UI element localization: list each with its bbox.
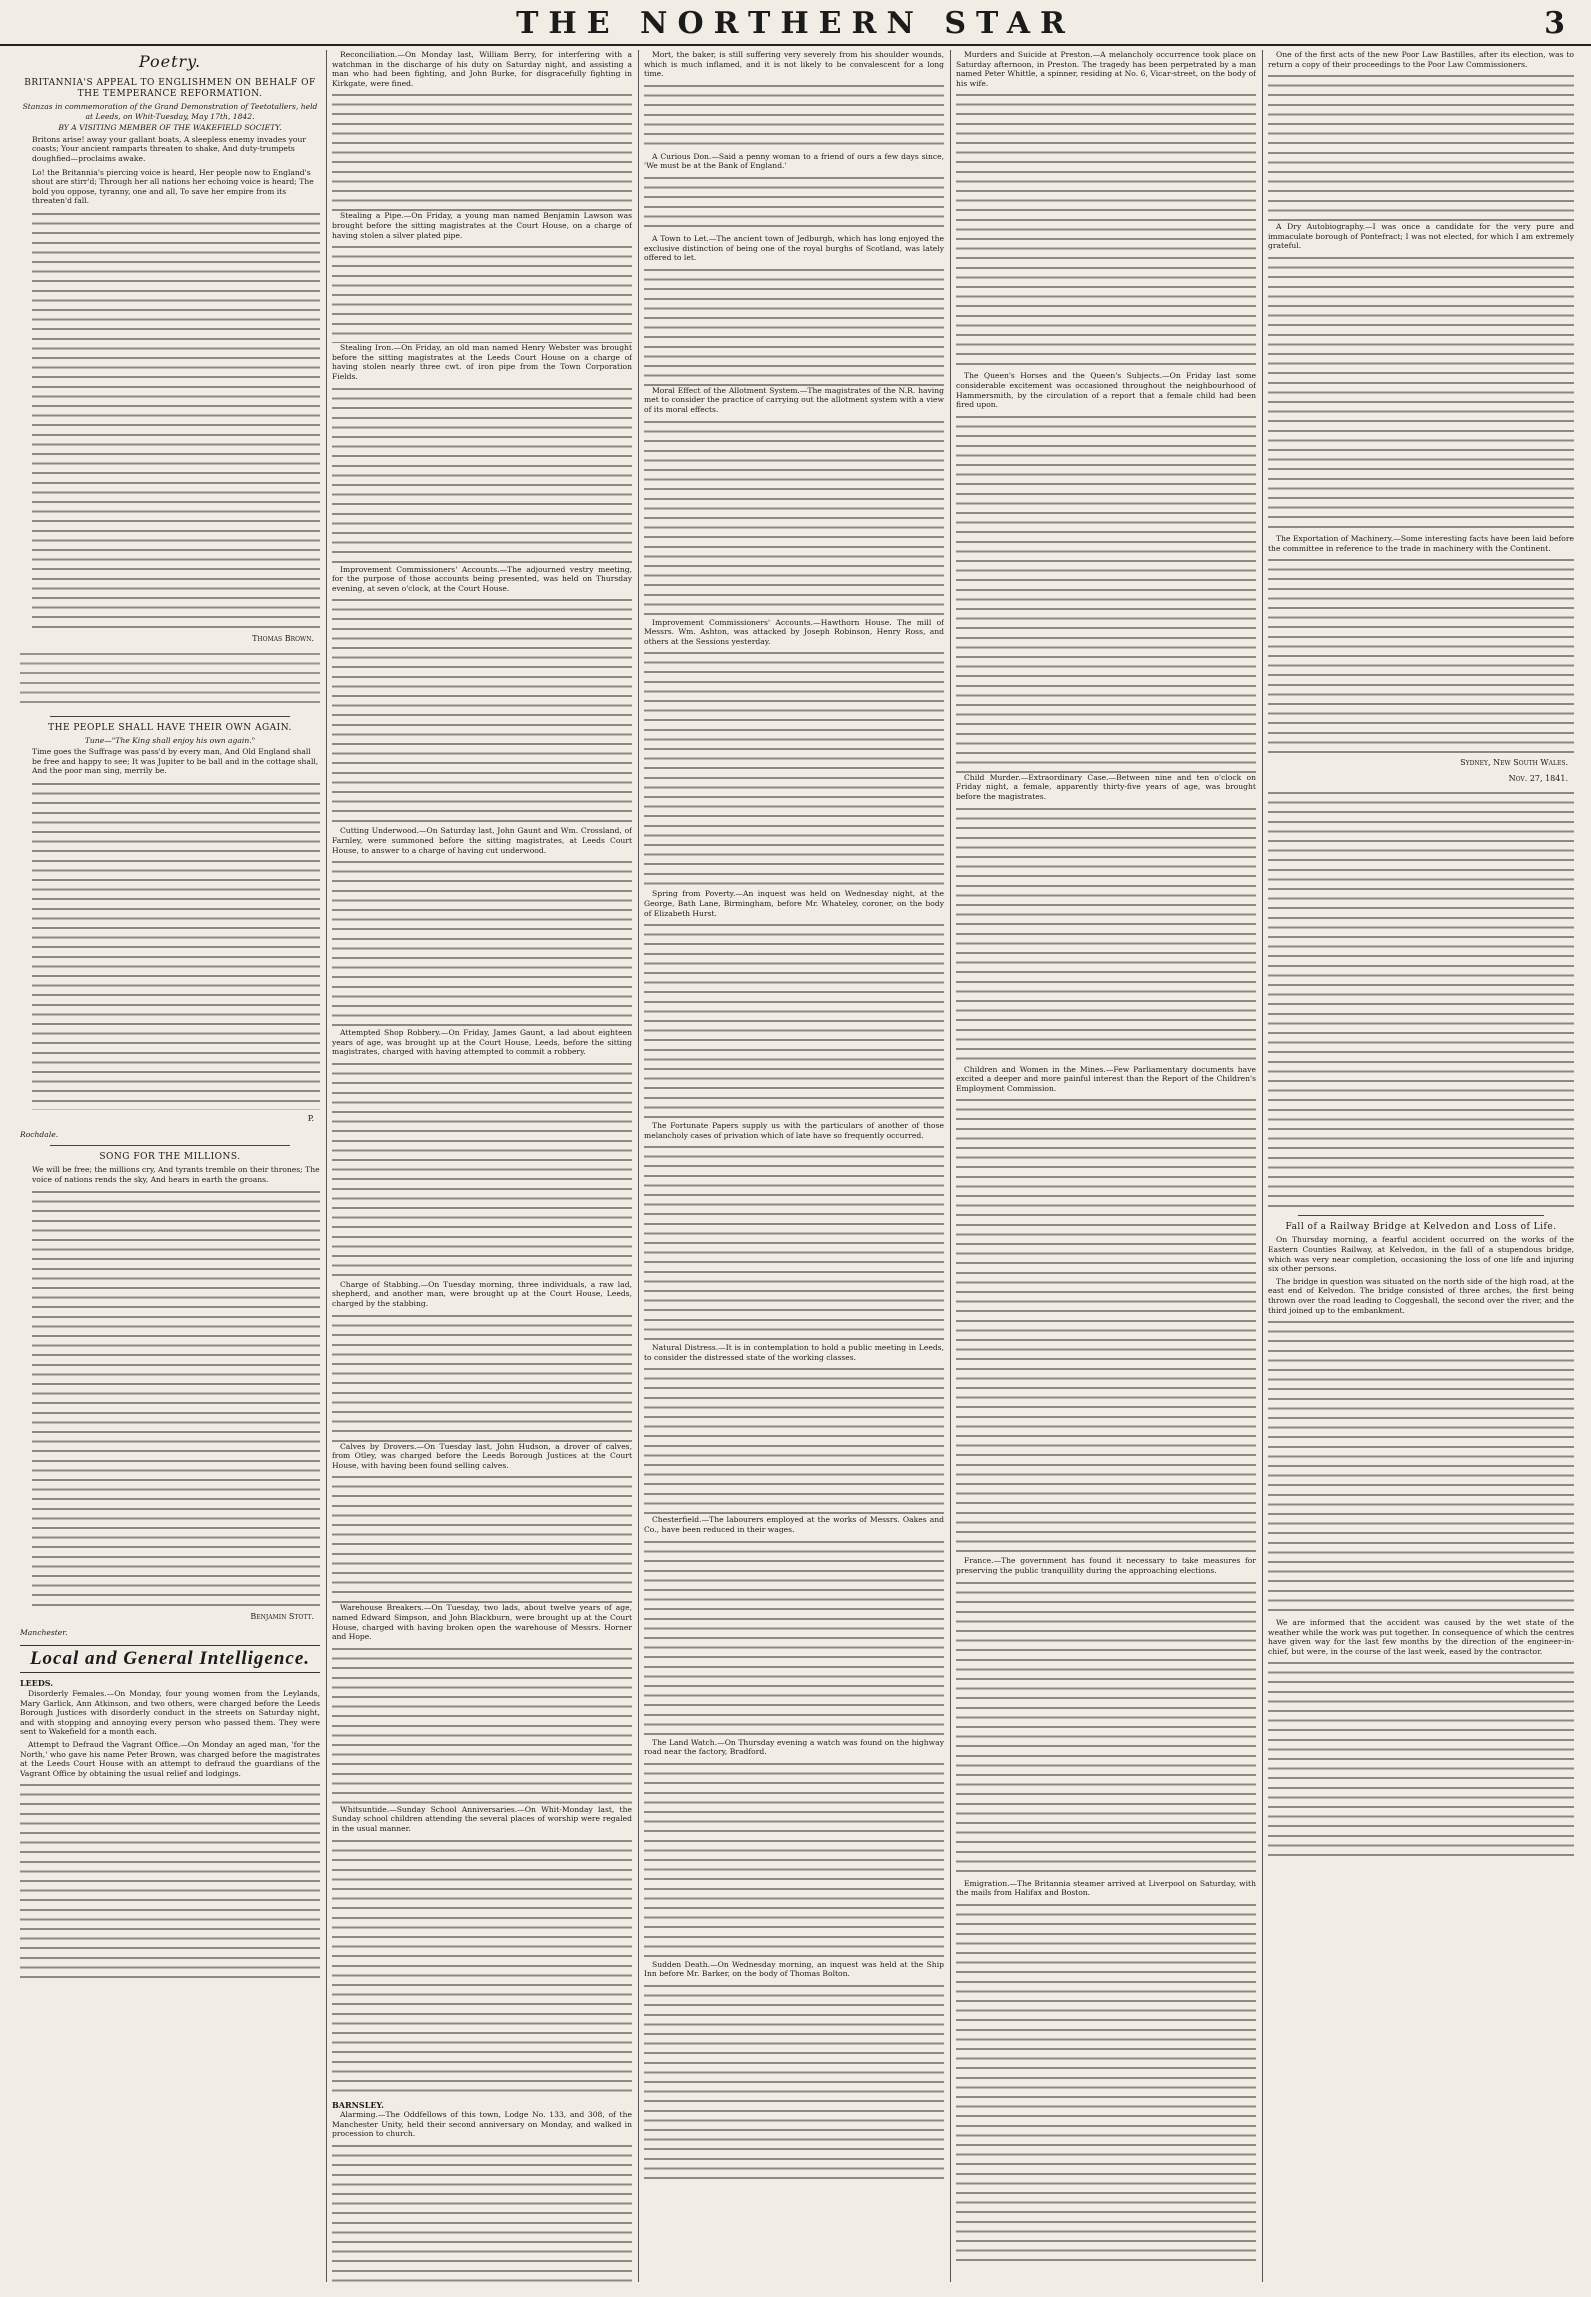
news-paragraph: Cutting Underwood.—On Saturday last, John Gaunt and Wm. Crossland, of Farnley, were summoned before the sitting magistrates, at Leeds Court House, to answer to a charge of having cut underwood. bbox=[332, 826, 632, 855]
news-paragraph: The Exportation of Machinery.—Some interesting facts have been laid before the committee in reference to the trade in machinery with the Continent. bbox=[1268, 533, 1574, 553]
news-body-lines bbox=[644, 649, 944, 889]
poem-verse: Lo! the Britannia's piercing voice is heard, Her people now to England's shout are stirr'd; Through her all nations her echoing voice is heard; The bold you oppose, tyranny, one and all, To save her empire from its threaten'd fall. bbox=[32, 167, 314, 206]
column-2 bbox=[332, 50, 632, 2282]
news-paragraph: Emigration.—The Britannia steamer arrived at Liverpool on Saturday, with the mails from Halifax and Boston. bbox=[956, 1878, 1256, 1898]
news-paragraph: A Dry Autobiography.—I was once a candidate for the very pure and immaculate borough of Pontefract; I was not elected, for which I am extremely grateful. bbox=[1268, 222, 1574, 251]
news-body-lines bbox=[956, 91, 1256, 371]
news-paragraph: Natural Distress.—It is in contemplation to hold a public meeting in Leeds, to consider the distressed state of the working classes. bbox=[644, 1343, 944, 1362]
poem-verse: Britons arise! away your gallant boats, A sleepless enemy invades your coasts; Your ancient ramparts threaten to shake, And duty-trumpets doughfied—proclaims awake. bbox=[32, 134, 306, 163]
news-paragraph: The Fortunate Papers supply us with the particulars of another of those melancholy cases of privation which of late have so frequently occurred. bbox=[644, 1121, 944, 1140]
news-paragraph: Attempted Shop Robbery.—On Friday, James Gaunt, a lad about eighteen years of age, was brought up at the Court House, Leeds, before the sitting magistrates, charged with having attempted to commit a robbery. bbox=[332, 1028, 632, 1057]
news-body-lines bbox=[1268, 1318, 1574, 1618]
news-paragraph: Calves by Drovers.—On Tuesday last, John Hudson, a drover of calves, from Otley, was charged before the Leeds Borough Justices at the Court House, with having been found selling calves. bbox=[332, 1441, 632, 1470]
news-paragraph: Alarming.—The Oddfellows of this town, Lodge No. 133, and 308, of the Manchester Unity, held their second anniversary on Monday, and walked in procession to church. bbox=[332, 2110, 632, 2139]
news-body-lines bbox=[956, 1579, 1256, 1879]
news-body-lines bbox=[332, 858, 632, 1028]
news-paragraph: Improvement Commissioners' Accounts.—The adjourned vestry meeting, for the purpose of those accounts being presented, was held on Thursday evening, at seven o'clock, at the Court House. bbox=[332, 564, 632, 593]
column-rule bbox=[638, 50, 639, 2282]
poem-body-lines bbox=[32, 780, 320, 1110]
article-subtitle: Stanzas in commemoration of the Grand Demonstration of Teetotallers, held at Leeds, on Whit-Tuesday, May 17th, 1842. bbox=[22, 102, 318, 121]
column-rule bbox=[1262, 50, 1263, 2282]
news-body-lines bbox=[332, 1312, 632, 1442]
news-paragraph: Stealing a Pipe.—On Friday, a young man named Benjamin Lawson was brought before the sitting magistrates at the Court House, on a charge of having stolen a silver plated pipe. bbox=[332, 211, 632, 240]
news-body-lines bbox=[644, 174, 944, 234]
news-paragraph: Warehouse Breakers.—On Tuesday, two lads, about twelve years of age, named Edward Simpson, and John Blackburn, were brought up at the Court House, charged with having broken open the warehouse of Messrs. Horner and Hope. bbox=[332, 1603, 632, 1642]
news-body-lines bbox=[644, 82, 944, 152]
news-body-lines bbox=[332, 1645, 632, 1805]
news-body-lines bbox=[332, 1837, 632, 2097]
article-subtitle: Tune—"The King shall enjoy his own again." bbox=[84, 735, 256, 745]
news-paragraph: The Land Watch.—On Thursday evening a watch was found on the highway road near the factory, Bradford. bbox=[644, 1737, 944, 1757]
divider bbox=[1298, 1215, 1544, 1216]
news-body-lines bbox=[956, 1096, 1256, 1556]
page-number: 3 bbox=[1544, 6, 1565, 41]
news-body-lines bbox=[956, 1901, 1256, 2261]
news-body-lines bbox=[332, 596, 632, 826]
news-body-lines bbox=[20, 1781, 320, 1981]
poem-place: Rochdale. bbox=[20, 1129, 59, 1139]
column-3 bbox=[644, 50, 944, 2282]
column-4 bbox=[956, 50, 1256, 2282]
news-paragraph: Sudden Death.—On Wednesday morning, an inquest was held at the Ship Inn before Mr. Barker, on the body of Thomas Bolton. bbox=[644, 1959, 944, 1979]
news-body-lines bbox=[332, 91, 632, 211]
news-paragraph: Children and Women in the Mines.—Few Parliamentary documents have excited a deeper and more painful interest than the Report of the Children's Employment Commission. bbox=[956, 1064, 1256, 1093]
column-5 bbox=[1268, 50, 1574, 2282]
news-body-lines bbox=[644, 921, 944, 1121]
poem-signature: Thomas Brown. bbox=[252, 633, 314, 643]
news-body-lines bbox=[1268, 1659, 1574, 1859]
news-body-lines bbox=[644, 1760, 944, 1960]
news-paragraph: Stealing Iron.—On Friday, an old man named Henry Webster was brought before the sitting magistrates at the Leeds Court House on a charge of having stolen nearly three cwt. of iron pipe from the Town Corporation Fields. bbox=[332, 343, 632, 381]
footnote-lines bbox=[20, 650, 320, 710]
article-title: BRITANNIA'S APPEAL TO ENGLISHMEN ON BEHALF OF THE TEMPERANCE REFORMATION. bbox=[24, 78, 316, 99]
news-body-lines bbox=[332, 1060, 632, 1280]
news-paragraph: Disorderly Females.—On Monday, four young women from the Leylands, Mary Garlick, Ann Atkinson, and two others, were charged before the Leeds Borough Justices with disorderly conduct in the streets on Saturday night, and with stopping and annoying every person who passed them. They were sent to Wakefield for a month each. bbox=[20, 1689, 320, 1737]
poem-body-lines bbox=[32, 210, 320, 630]
news-body-lines bbox=[1268, 789, 1574, 1209]
town-heading: BARNSLEY. bbox=[332, 2099, 384, 2110]
divider bbox=[50, 1145, 290, 1146]
newspaper-title: THE NORTHERN STAR bbox=[516, 6, 1075, 41]
newspaper-columns bbox=[20, 50, 1575, 2282]
news-paragraph: Murders and Suicide at Preston.—A melancholy occurrence took place on Saturday afternoon, in Preston. The tragedy has been perpetrated by a man named Peter Whittle, a spinner, residing at No. 6, Vicar-street, on the body of his wife. bbox=[956, 50, 1256, 88]
news-paragraph: Moral Effect of the Allotment System.—The magistrates of the N.R. having met to consider the practice of carrying out the allotment system with a view of its moral effects. bbox=[644, 385, 944, 414]
news-paragraph: Attempt to Defraud the Vagrant Office.—On Monday an aged man, 'for the North,' who gave his name Peter Brown, was charged before the magistrates at the Leeds Court House with an attempt to defraud the guardians of the Vagrant Office by obtaining the usual relief and lodgings. bbox=[20, 1740, 320, 1778]
news-body-lines bbox=[332, 1473, 632, 1603]
news-body-lines bbox=[1268, 254, 1574, 534]
masthead bbox=[0, 0, 1591, 46]
news-body-lines bbox=[332, 385, 632, 565]
news-body-lines bbox=[956, 805, 1256, 1065]
news-paragraph: Spring from Poverty.—An inquest was held on Wednesday night, at the George, Bath Lane, Birmingham, before Mr. Whateley, coroner, on the body of Elizabeth Hurst. bbox=[644, 889, 944, 918]
news-paragraph: A Town to Let.—The ancient town of Jedburgh, which has long enjoyed the exclusive distinction of being one of the royal burghs of Scotland, was lately offered to let. bbox=[644, 233, 944, 263]
column-rule bbox=[950, 50, 951, 2282]
divider bbox=[50, 716, 290, 717]
news-body-lines bbox=[644, 1365, 944, 1515]
news-body-lines bbox=[644, 1538, 944, 1738]
article-title: SONG FOR THE MILLIONS. bbox=[99, 1152, 241, 1163]
column-rule bbox=[326, 50, 327, 2282]
news-paragraph: Mort, the baker, is still suffering very severely from his shoulder wounds, which is much inflamed, and it is not likely to be convalescent for a long time. bbox=[644, 50, 944, 79]
news-body-lines bbox=[644, 1143, 944, 1343]
poem-place: Manchester. bbox=[20, 1627, 68, 1637]
poem-signature: Benjamin Stott. bbox=[250, 1612, 314, 1622]
section-heading-poetry: Poetry. bbox=[138, 52, 202, 71]
news-paragraph: Child Murder.—Extraordinary Case.—Between nine and ten o'clock on Friday night, a female, apparently thirty-five years of age, was brought before the magistrates. bbox=[956, 772, 1256, 801]
news-body-lines bbox=[956, 413, 1256, 773]
news-paragraph: France.—The government has found it necessary to take measures for preserving the public tranquillity during the approaching elections. bbox=[956, 1556, 1256, 1575]
section-heading-local: Local and General Intelligence. bbox=[20, 1645, 320, 1673]
article-title: THE PEOPLE SHALL HAVE THEIR OWN AGAIN. bbox=[48, 722, 292, 733]
news-paragraph: On Thursday morning, a fearful accident occurred on the works of the Eastern Counties Railway, at Kelvedon, in the fall of a stupendous bridge, which was very near completion, occasioning the loss of one life and injuring six other persons. bbox=[1268, 1235, 1574, 1274]
poem-signature: P. bbox=[307, 1113, 314, 1123]
news-body-lines bbox=[1268, 556, 1574, 756]
news-body-lines bbox=[1268, 72, 1574, 222]
town-heading: LEEDS. bbox=[20, 1678, 54, 1689]
poem-verse: Time goes the Suffrage was pass'd by every man, And Old England shall be free and happy to see; It was Jupiter to be ball and in the cottage shall, And the poor man sing, merrily be. bbox=[32, 747, 319, 776]
poem-body-lines bbox=[32, 1188, 320, 1608]
poem-verse: We will be free; the millions cry, And tyrants tremble on their thrones; The voice of nations rends the sky, And hears in earth the groans. bbox=[32, 1165, 320, 1184]
article-byline: BY A VISITING MEMBER OF THE WAKEFIELD SOCIETY. bbox=[58, 123, 282, 133]
article-title: Fall of a Railway Bridge at Kelvedon and Loss of Life. bbox=[1285, 1222, 1557, 1233]
news-paragraph: Improvement Commissioners' Accounts.—Hawthorn House. The mill of Messrs. Wm. Ashton, was attacked by Joseph Robinson, Henry Ross, and others at the Sessions yesterday. bbox=[644, 617, 944, 646]
news-paragraph: Charge of Stabbing.—On Tuesday morning, three individuals, a raw lad, shepherd, and another man, were brought up at the Court House, Leeds, charged by the stabbing. bbox=[332, 1279, 632, 1309]
news-paragraph: Reconciliation.—On Monday last, William Berry, for interfering with a watchman in the discharge of his duty on Saturday night, and assisting a man who had been fighting, and John Burke, for disgracefully fighting in Kirkgate, were fined. bbox=[332, 50, 632, 88]
news-paragraph: One of the first acts of the new Poor Law Bastilles, after its election, was to return a copy of their proceedings to the Poor Law Commissioners. bbox=[1268, 50, 1574, 69]
news-paragraph: Whitsuntide.—Sunday School Anniversaries.—On Whit-Monday last, the Sunday school children attending the several places of worship were regaled in the usual manner. bbox=[332, 1804, 632, 1833]
news-body-lines bbox=[332, 243, 632, 343]
column-1 bbox=[20, 50, 320, 2282]
news-paragraph: The bridge in question was situated on the north side of the high road, at the east end of Kelvedon. The bridge consisted of three arches, the first being thrown over the road leading to Coggeshall, the second over the river, and the third joined up to the embankment. bbox=[1268, 1276, 1574, 1315]
news-paragraph: The Queen's Horses and the Queen's Subjects.—On Friday last some considerable excitement was occasioned throughout the neighbourhood of Hammersmith, by the circulation of a report that a female child had been fired upon. bbox=[956, 371, 1256, 410]
news-body-lines bbox=[644, 1982, 944, 2182]
news-body-lines bbox=[644, 266, 944, 386]
dateline: Sydney, New South Wales. bbox=[1460, 758, 1568, 768]
news-paragraph: Chesterfield.—The labourers employed at the works of Messrs. Oakes and Co., have been reduced in their wages. bbox=[644, 1515, 944, 1535]
dateline-date: Nov. 27, 1841. bbox=[1508, 773, 1568, 783]
news-body-lines bbox=[644, 418, 944, 618]
news-paragraph: A Curious Don.—Said a penny woman to a friend of ours a few days since, 'We must be at the Bank of England.' bbox=[644, 151, 944, 171]
news-body-lines bbox=[332, 2142, 632, 2282]
news-paragraph: We are informed that the accident was caused by the wet state of the weather while the work was put together. In consequence of which the centres have given way for the last few months by the direction of the engineer-in-chief, but were, in the course of the last week, eased by the contractor. bbox=[1268, 1618, 1574, 1656]
